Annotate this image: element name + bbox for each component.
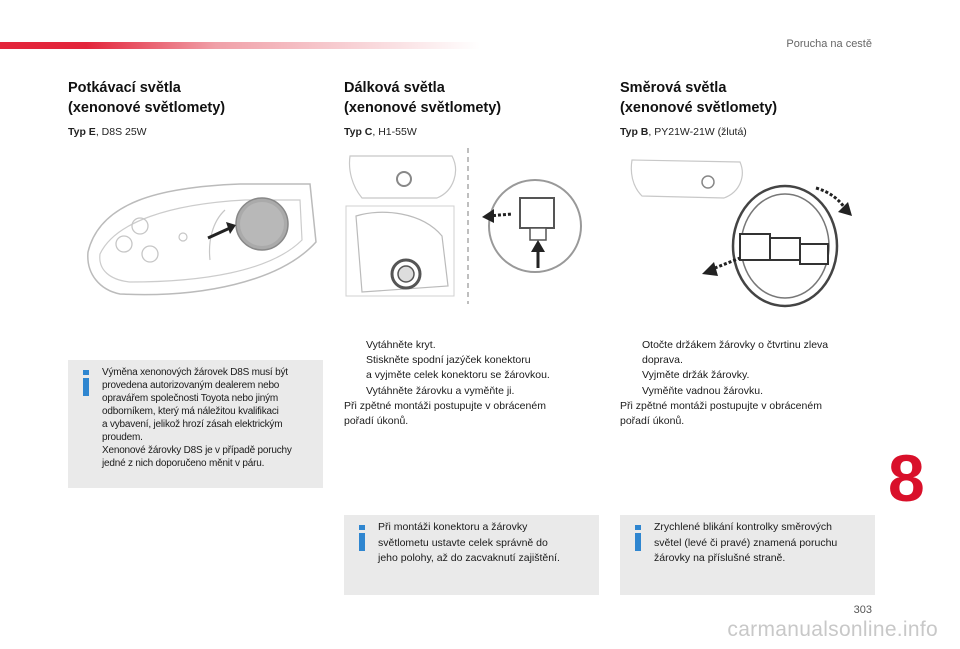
- column-low-beam: [68, 78, 323, 138]
- reassembly-note: [344, 399, 599, 429]
- info-line: provedena autorizovaným dealerem nebo: [102, 380, 280, 391]
- info-text: [654, 520, 872, 567]
- bulb-type: [68, 126, 323, 138]
- info-line: opravářem společnosti Toyota nebo jiným: [102, 393, 279, 404]
- info-line: a vybavení, jelikož hrozí zásah elektrickým: [102, 419, 283, 430]
- bulb-type: [620, 126, 875, 138]
- step-item: [620, 384, 875, 399]
- bulb-type-value: , H1-55W: [372, 126, 417, 138]
- column-high-beam: [344, 78, 599, 138]
- title-line: Potkávací světla: [68, 80, 181, 96]
- info-line: odborníkem, který má náležitou kvalifikaci: [102, 406, 279, 417]
- step-text: Vyjměte držák žárovky.: [642, 369, 750, 382]
- info-line: Xenonové žárovky D8S je v případě poruchy: [102, 445, 292, 456]
- info-icon: [354, 525, 370, 553]
- bulb-type-label: Typ E: [68, 126, 96, 138]
- step-item: [344, 384, 599, 399]
- step-text: a vyjměte celek konektoru se žárovkou.: [366, 369, 550, 382]
- bulb-type-label: Typ C: [344, 126, 373, 138]
- high-beam-illustration: [342, 146, 594, 306]
- note-line: pořadí úkonů.: [620, 415, 685, 428]
- step-text: Vytáhněte žárovku a vyměňte ji.: [366, 384, 515, 397]
- step-item: [344, 353, 599, 368]
- step-text: Stiskněte spodní jazýček konektoru: [366, 354, 531, 367]
- column-title: [68, 78, 323, 118]
- note-line: pořadí úkonů.: [344, 415, 409, 428]
- info-line: proudem.: [102, 432, 143, 443]
- step-item-continued: [620, 353, 875, 368]
- step-text: Vyměňte vadnou žárovku.: [642, 384, 764, 397]
- column-title: [344, 78, 599, 118]
- info-box-connector: [344, 515, 599, 595]
- info-line: Při montáži konektoru a žárovky: [378, 521, 528, 533]
- watermark: carmanualsonline.info: [727, 618, 938, 641]
- bulb-type-label: Typ B: [620, 126, 649, 138]
- info-box-blink: [620, 515, 875, 595]
- title-line: (xenonové světlomety): [620, 100, 778, 116]
- info-icon: [630, 525, 646, 553]
- title-line: (xenonové světlomety): [344, 100, 502, 116]
- info-line: jeho polohy, až do zacvaknutí zajištění.: [378, 552, 560, 564]
- bulb-type-value: , PY21W-21W (žlutá): [648, 126, 747, 138]
- step-item: [620, 368, 875, 383]
- info-line: jedné z nich doporučeno měnit v páru.: [102, 458, 265, 469]
- low-beam-illustration: [80, 182, 320, 300]
- step-text: Otočte držákem žárovky o čtvrtinu zleva: [642, 339, 829, 351]
- info-line: světel (levé či pravé) znamená poruchu: [654, 536, 838, 549]
- bulb-type-value: , D8S 25W: [95, 126, 147, 138]
- step-item: [620, 338, 875, 353]
- note-line: Při zpětné montáži postupujte v obráceném: [620, 399, 822, 412]
- high-beam-steps: [344, 338, 599, 429]
- column-title: [620, 78, 875, 118]
- column-turn-signal: [620, 78, 875, 138]
- bulb-type: [344, 126, 599, 138]
- title-line: Dálková světla: [344, 80, 445, 96]
- info-line: Zrychlené blikání kontrolky směrových: [654, 521, 832, 533]
- chapter-number: 8: [888, 441, 925, 515]
- page-number: 303: [853, 604, 872, 616]
- title-line: (xenonové světlomety): [68, 100, 226, 116]
- reassembly-note: [620, 399, 875, 429]
- info-line: Výměna xenonových žárovek D8S musí být: [102, 367, 288, 378]
- header-accent-bar: [0, 42, 480, 49]
- step-item-continued: [344, 368, 599, 383]
- info-box-xenon: [68, 360, 323, 488]
- info-text: [102, 366, 318, 470]
- step-text: Vytáhněte kryt.: [366, 339, 436, 351]
- info-line: světlometu ustavte celek správně do: [378, 536, 548, 549]
- turn-signal-steps: [620, 338, 875, 429]
- info-text: [378, 520, 596, 567]
- info-icon: [78, 370, 94, 398]
- turn-signal-illustration: [620, 148, 875, 308]
- section-title: Porucha na cestě: [786, 38, 872, 50]
- step-text: doprava.: [642, 354, 683, 367]
- info-line: žárovky na příslušné straně.: [654, 552, 786, 564]
- step-item: [344, 338, 599, 353]
- note-line: Při zpětné montáži postupujte v obráceném: [344, 399, 546, 412]
- title-line: Směrová světla: [620, 80, 727, 96]
